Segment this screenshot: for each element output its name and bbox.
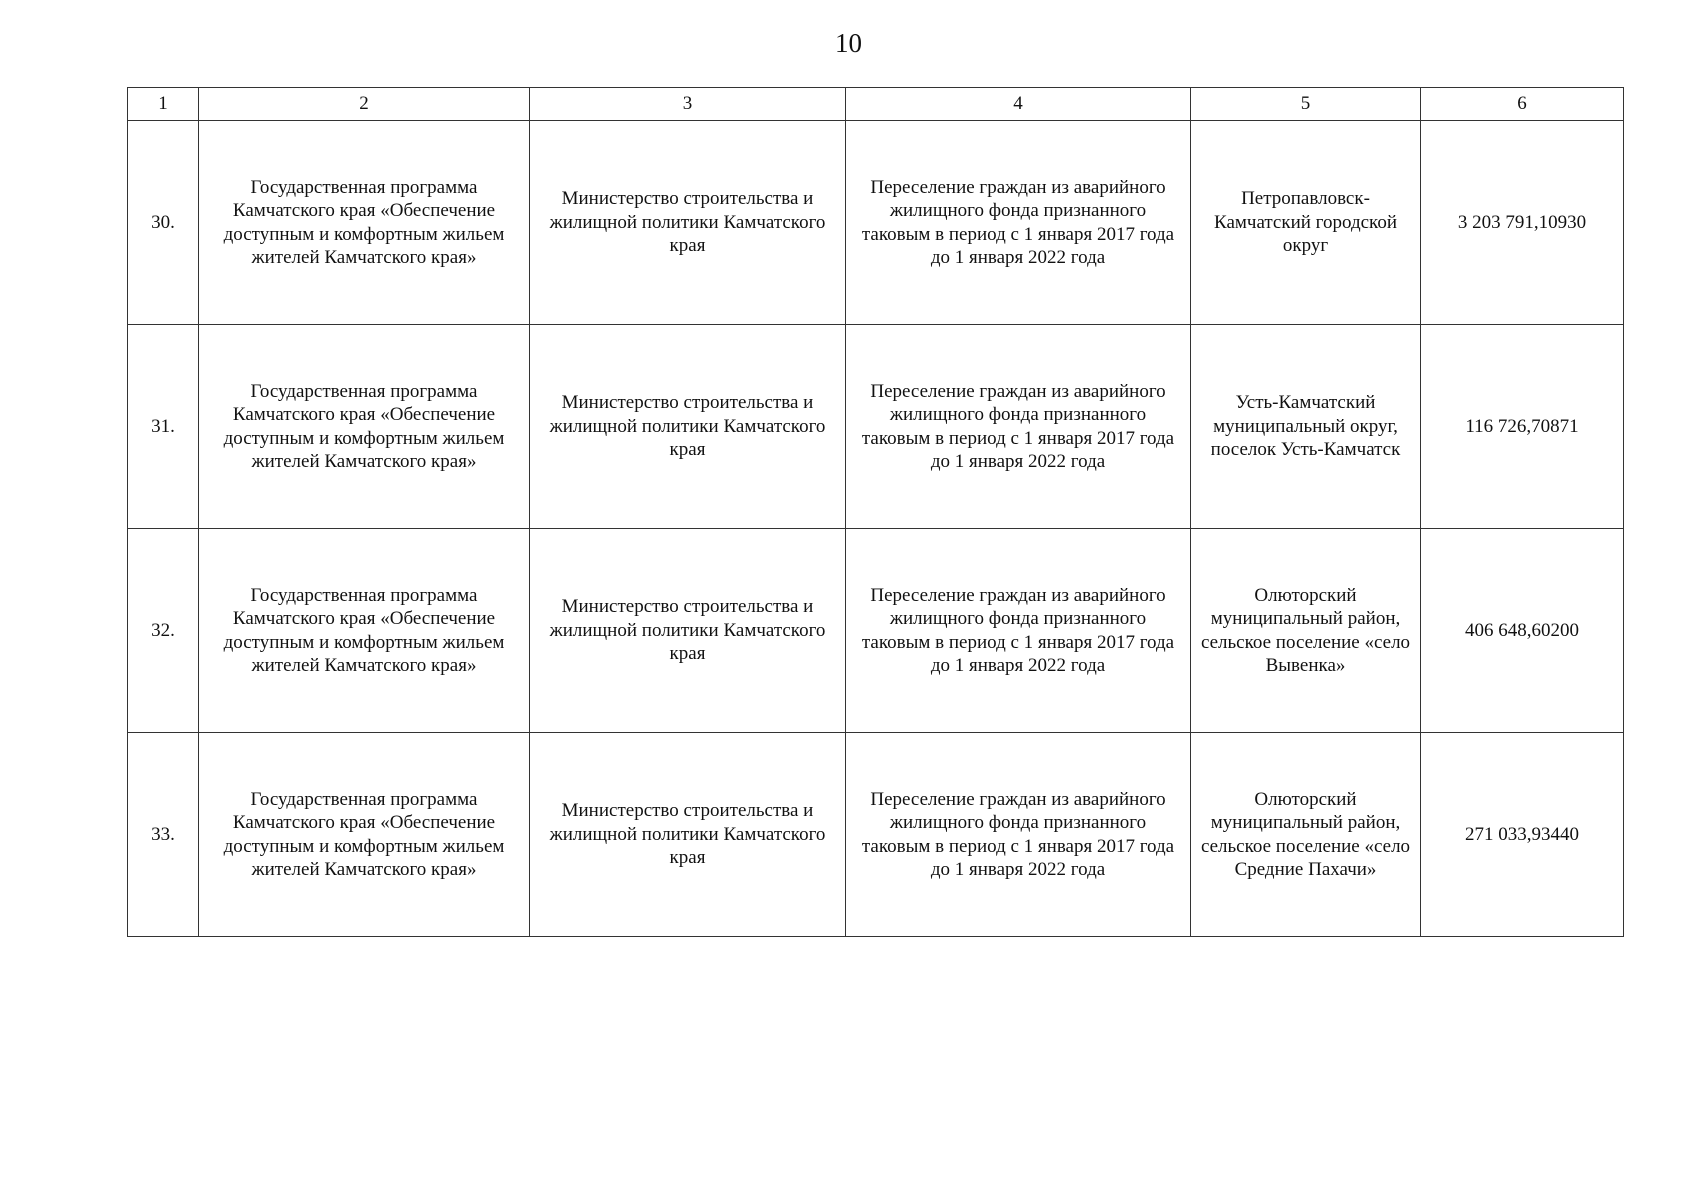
municipality-cell: Петропавловск-Камчатский городской округ: [1191, 121, 1421, 325]
program-cell: Государственная программа Камчатского края «Обеспечение доступным и комфортным жильем жителей Камчатского края»: [199, 529, 530, 733]
program-cell: Государственная программа Камчатского края «Обеспечение доступным и комфортным жильем жителей Камчатского края»: [199, 733, 530, 937]
column-header-3: 3: [530, 88, 846, 121]
amount-cell: 3 203 791,10930: [1421, 121, 1624, 325]
table-row: [128, 733, 1624, 937]
program-cell: Государственная программа Камчатского края «Обеспечение доступным и комфортным жильем жителей Камчатского края»: [199, 121, 530, 325]
ministry-cell: Министерство строительства и жилищной политики Камчатского края: [530, 121, 846, 325]
ministry-cell: Министерство строительства и жилищной политики Камчатского края: [530, 529, 846, 733]
purpose-cell: Переселение граждан из аварийного жилищного фонда признанного таковым в период с 1 января 2017 года до 1 января 2022 года: [846, 325, 1191, 529]
column-header-6: 6: [1421, 88, 1624, 121]
purpose-cell: Переселение граждан из аварийного жилищного фонда признанного таковым в период с 1 января 2017 года до 1 января 2022 года: [846, 733, 1191, 937]
ministry-cell: Министерство строительства и жилищной политики Камчатского края: [530, 733, 846, 937]
column-header-5: 5: [1191, 88, 1421, 121]
column-header-2: 2: [199, 88, 530, 121]
program-cell: Государственная программа Камчатского края «Обеспечение доступным и комфортным жильем жителей Камчатского края»: [199, 325, 530, 529]
purpose-cell: Переселение граждан из аварийного жилищного фонда признанного таковым в период с 1 января 2017 года до 1 января 2022 года: [846, 121, 1191, 325]
amount-cell: 406 648,60200: [1421, 529, 1624, 733]
municipality-cell: Олюторский муниципальный район, сельское поселение «село Средние Пахачи»: [1191, 733, 1421, 937]
header-row: [128, 88, 1624, 121]
municipality-cell: Усть-Камчатский муниципальный округ, поселок Усть-Камчатск: [1191, 325, 1421, 529]
row-number-cell: 33.: [128, 733, 199, 937]
municipality-cell: Олюторский муниципальный район, сельское поселение «село Вывенка»: [1191, 529, 1421, 733]
column-header-4: 4: [846, 88, 1191, 121]
allocation-table: [127, 87, 1624, 937]
row-number-cell: 32.: [128, 529, 199, 733]
column-header-1: 1: [128, 88, 199, 121]
table-row: [128, 325, 1624, 529]
amount-cell: 271 033,93440: [1421, 733, 1624, 937]
table-row: [128, 529, 1624, 733]
ministry-cell: Министерство строительства и жилищной политики Камчатского края: [530, 325, 846, 529]
purpose-cell: Переселение граждан из аварийного жилищного фонда признанного таковым в период с 1 января 2017 года до 1 января 2022 года: [846, 529, 1191, 733]
amount-cell: 116 726,70871: [1421, 325, 1624, 529]
row-number-cell: 31.: [128, 325, 199, 529]
page-number: 10: [835, 28, 862, 58]
table-row: [128, 121, 1624, 325]
row-number-cell: 30.: [128, 121, 199, 325]
